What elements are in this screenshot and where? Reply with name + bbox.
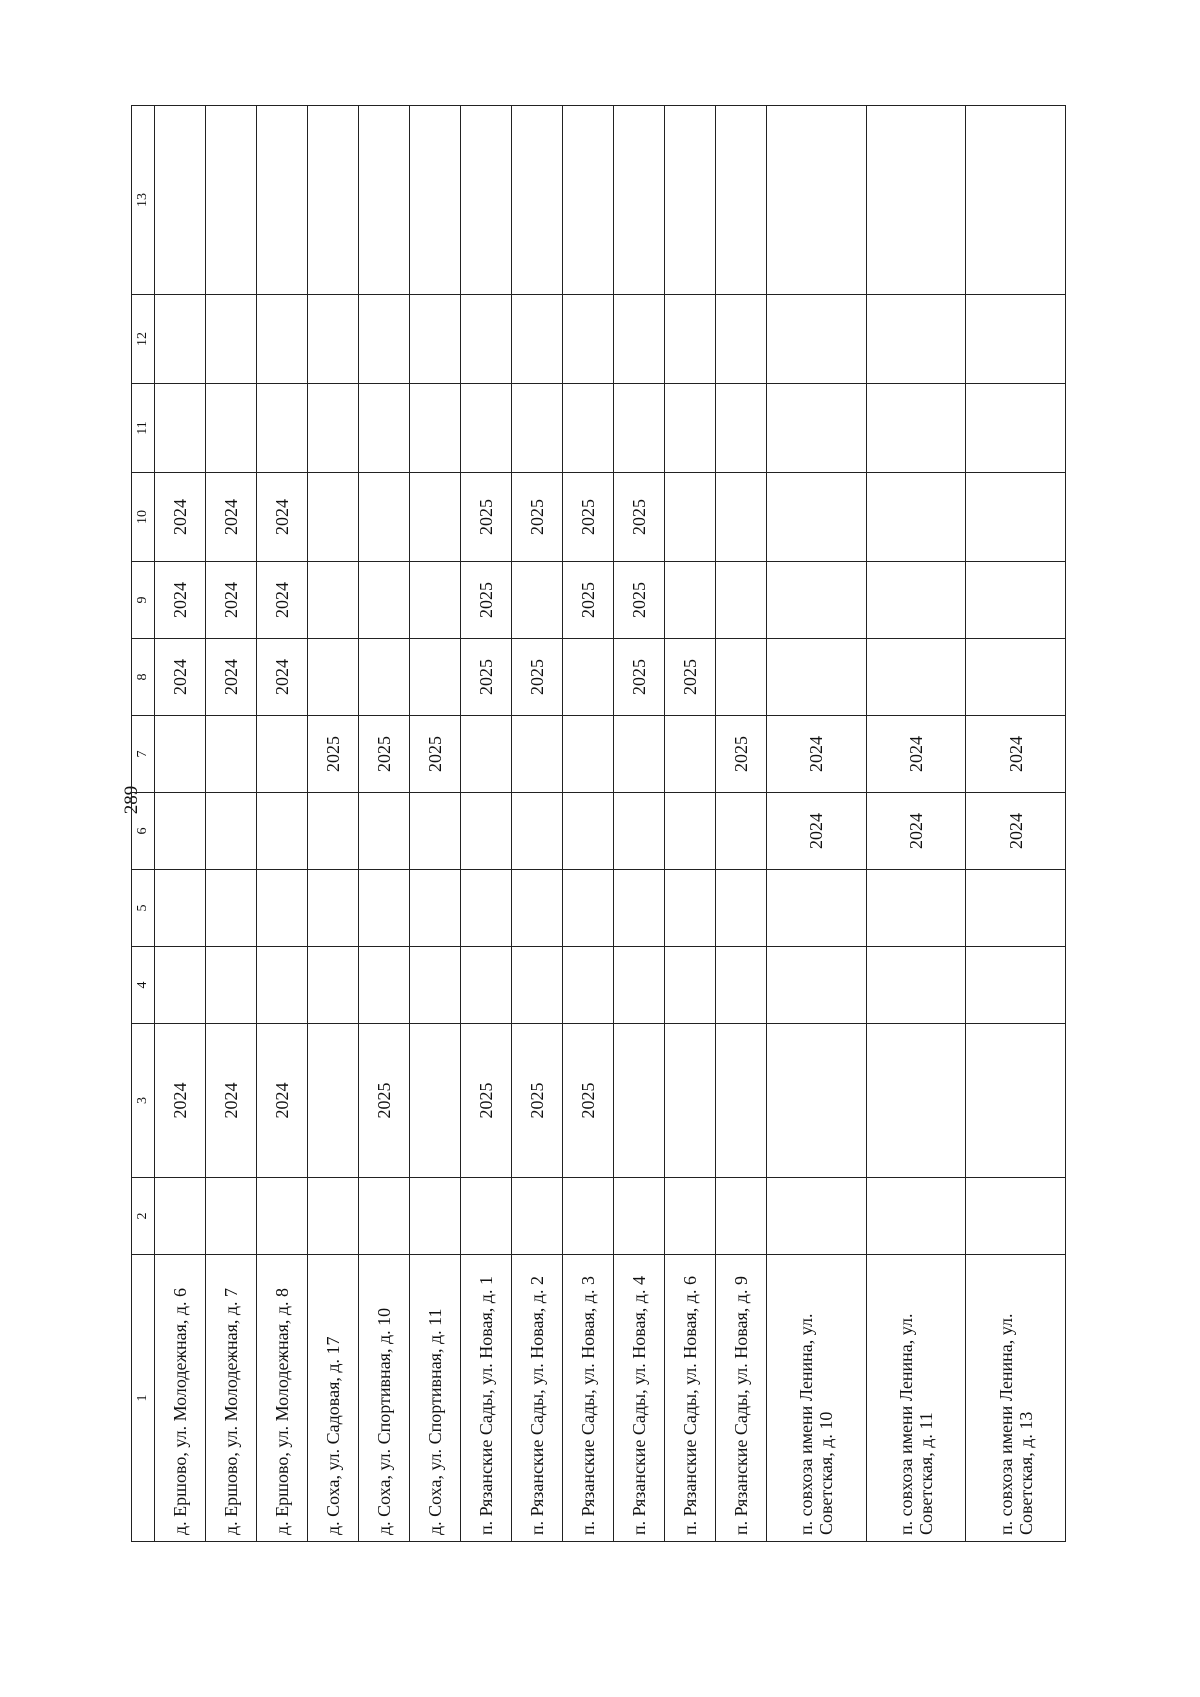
year-cell: 2025 (461, 473, 512, 562)
year-cell: 2025 (308, 716, 359, 793)
year-cell: 2024 (206, 473, 257, 562)
year-cell: 2025 (614, 639, 665, 716)
year-cell: 2025 (512, 473, 563, 562)
year-cell (866, 384, 966, 473)
year-cell (866, 106, 966, 295)
year-cell (512, 870, 563, 947)
table-row (359, 106, 410, 1542)
address-cell: д. Ершово, ул. Молодежная, д. 6 (155, 1255, 206, 1542)
year-cell: 2025 (461, 562, 512, 639)
year-cell (359, 384, 410, 473)
year-cell (257, 1178, 308, 1255)
year-cell: 2025 (614, 473, 665, 562)
year-cell: 2024 (257, 639, 308, 716)
address-cell: п. Рязанские Сады, ул. Новая, д. 2 (512, 1255, 563, 1542)
year-cell (257, 295, 308, 384)
year-cell (410, 1178, 461, 1255)
year-cell (206, 716, 257, 793)
year-cell (866, 295, 966, 384)
column-header-6: 6 (132, 793, 155, 870)
year-cell (716, 793, 767, 870)
address-cell: п. Рязанские Сады, ул. Новая, д. 6 (665, 1255, 716, 1542)
year-cell (966, 1024, 1066, 1178)
year-cell: 2024 (206, 639, 257, 716)
year-cell (206, 295, 257, 384)
year-cell: 2025 (563, 473, 614, 562)
year-cell (461, 947, 512, 1024)
year-cell (966, 562, 1066, 639)
year-cell (614, 384, 665, 473)
year-cell (665, 295, 716, 384)
year-cell (206, 870, 257, 947)
year-cell (257, 106, 308, 295)
year-cell (308, 1024, 359, 1178)
year-cell: 2024 (155, 1024, 206, 1178)
year-cell (866, 473, 966, 562)
year-cell (512, 106, 563, 295)
table-row (563, 106, 614, 1542)
year-cell (257, 947, 308, 1024)
year-cell (614, 1024, 665, 1178)
year-cell: 2025 (359, 716, 410, 793)
year-cell (563, 947, 614, 1024)
year-cell (155, 295, 206, 384)
year-cell (206, 384, 257, 473)
year-cell: 2024 (767, 793, 867, 870)
year-cell (614, 870, 665, 947)
year-cell (716, 562, 767, 639)
page-number: 289 (121, 785, 142, 815)
address-cell: п. Рязанские Сады, ул. Новая, д. 9 (716, 1255, 767, 1542)
column-header-3: 3 (132, 1024, 155, 1178)
year-cell (257, 870, 308, 947)
schedule-table (131, 105, 1066, 1542)
year-cell (716, 295, 767, 384)
year-cell (257, 716, 308, 793)
year-cell (665, 716, 716, 793)
year-cell (563, 1178, 614, 1255)
year-cell (308, 793, 359, 870)
column-header-12: 12 (132, 295, 155, 384)
year-cell (716, 1178, 767, 1255)
year-cell (716, 639, 767, 716)
year-cell (461, 793, 512, 870)
year-cell (359, 473, 410, 562)
table-row (206, 106, 257, 1542)
year-cell (966, 384, 1066, 473)
column-header-5: 5 (132, 870, 155, 947)
year-cell (563, 870, 614, 947)
year-cell (966, 106, 1066, 295)
year-cell (410, 639, 461, 716)
table-row (716, 106, 767, 1542)
year-cell: 2025 (410, 716, 461, 793)
column-header-10: 10 (132, 473, 155, 562)
year-cell (866, 1024, 966, 1178)
table-row (966, 106, 1066, 1542)
year-cell (767, 295, 867, 384)
year-cell (866, 639, 966, 716)
year-cell (716, 106, 767, 295)
column-header-13: 13 (132, 106, 155, 295)
year-cell (767, 639, 867, 716)
year-cell: 2024 (206, 562, 257, 639)
year-cell (410, 1024, 461, 1178)
year-cell (155, 106, 206, 295)
year-cell (461, 384, 512, 473)
header-row (132, 106, 155, 1542)
year-cell (512, 384, 563, 473)
year-cell (359, 793, 410, 870)
address-cell: п. Рязанские Сады, ул. Новая, д. 4 (614, 1255, 665, 1542)
year-cell (563, 639, 614, 716)
year-cell: 2025 (461, 639, 512, 716)
year-cell (461, 106, 512, 295)
year-cell (308, 562, 359, 639)
table-row (155, 106, 206, 1542)
year-cell (512, 1178, 563, 1255)
year-cell (308, 1178, 359, 1255)
year-cell (155, 1178, 206, 1255)
year-cell (866, 1178, 966, 1255)
year-cell (665, 106, 716, 295)
year-cell: 2024 (155, 639, 206, 716)
year-cell (614, 947, 665, 1024)
year-cell (308, 947, 359, 1024)
year-cell (155, 716, 206, 793)
year-cell (512, 295, 563, 384)
year-cell (767, 870, 867, 947)
year-cell: 2024 (257, 562, 308, 639)
schedule-table-container (131, 126, 1066, 1542)
table-body (155, 106, 1066, 1542)
table-row (767, 106, 867, 1542)
year-cell (665, 870, 716, 947)
year-cell: 2024 (866, 716, 966, 793)
year-cell (512, 793, 563, 870)
table-row (665, 106, 716, 1542)
year-cell (410, 947, 461, 1024)
year-cell (308, 106, 359, 295)
year-cell (359, 870, 410, 947)
year-cell (512, 716, 563, 793)
year-cell (410, 295, 461, 384)
year-cell (665, 947, 716, 1024)
column-header-7: 7 (132, 716, 155, 793)
year-cell: 2024 (966, 716, 1066, 793)
year-cell (257, 793, 308, 870)
year-cell (767, 106, 867, 295)
year-cell (206, 1178, 257, 1255)
table-row (512, 106, 563, 1542)
year-cell (966, 870, 1066, 947)
year-cell (767, 1024, 867, 1178)
year-cell (410, 473, 461, 562)
year-cell (614, 716, 665, 793)
year-cell (767, 384, 867, 473)
year-cell (767, 473, 867, 562)
year-cell (563, 106, 614, 295)
year-cell (866, 870, 966, 947)
year-cell (614, 295, 665, 384)
year-cell: 2025 (563, 1024, 614, 1178)
table-row (866, 106, 966, 1542)
year-cell (308, 384, 359, 473)
address-cell: д. Ершово, ул. Молодежная, д. 7 (206, 1255, 257, 1542)
year-cell (966, 947, 1066, 1024)
year-cell (767, 947, 867, 1024)
address-cell: п. Рязанские Сады, ул. Новая, д. 1 (461, 1255, 512, 1542)
year-cell (866, 562, 966, 639)
year-cell (665, 384, 716, 473)
year-cell (563, 716, 614, 793)
year-cell (308, 473, 359, 562)
year-cell (155, 947, 206, 1024)
address-cell: п. совхоза имени Ленина, ул. Советская, д. 11 (866, 1255, 966, 1542)
year-cell (563, 295, 614, 384)
year-cell (410, 870, 461, 947)
year-cell (206, 106, 257, 295)
year-cell (966, 639, 1066, 716)
year-cell (966, 295, 1066, 384)
year-cell (966, 473, 1066, 562)
table-row (410, 106, 461, 1542)
year-cell (359, 1178, 410, 1255)
year-cell (461, 870, 512, 947)
year-cell (410, 106, 461, 295)
year-cell (665, 793, 716, 870)
year-cell (512, 947, 563, 1024)
year-cell (512, 562, 563, 639)
year-cell: 2025 (359, 1024, 410, 1178)
table-row (257, 106, 308, 1542)
year-cell (359, 562, 410, 639)
year-cell (767, 1178, 867, 1255)
year-cell (410, 562, 461, 639)
year-cell (614, 1178, 665, 1255)
year-cell: 2024 (155, 562, 206, 639)
address-cell: д. Ершово, ул. Молодежная, д. 8 (257, 1255, 308, 1542)
year-cell (614, 793, 665, 870)
year-cell (767, 562, 867, 639)
year-cell (716, 473, 767, 562)
year-cell (410, 384, 461, 473)
year-cell (665, 1178, 716, 1255)
year-cell: 2024 (206, 1024, 257, 1178)
year-cell (716, 384, 767, 473)
year-cell: 2024 (155, 473, 206, 562)
address-cell: п. Рязанские Сады, ул. Новая, д. 3 (563, 1255, 614, 1542)
column-header-11: 11 (132, 384, 155, 473)
year-cell (563, 793, 614, 870)
year-cell (155, 384, 206, 473)
table-row (614, 106, 665, 1542)
year-cell (359, 106, 410, 295)
year-cell (206, 793, 257, 870)
year-cell (665, 1024, 716, 1178)
year-cell (308, 295, 359, 384)
table-row (461, 106, 512, 1542)
year-cell (716, 1024, 767, 1178)
year-cell (563, 384, 614, 473)
year-cell: 2025 (614, 562, 665, 639)
address-cell: д. Соха, ул. Спортивная, д. 10 (359, 1255, 410, 1542)
year-cell (614, 106, 665, 295)
year-cell (716, 947, 767, 1024)
year-cell (866, 947, 966, 1024)
year-cell (359, 639, 410, 716)
year-cell (410, 793, 461, 870)
year-cell: 2025 (716, 716, 767, 793)
year-cell: 2024 (966, 793, 1066, 870)
year-cell: 2025 (563, 562, 614, 639)
year-cell (665, 562, 716, 639)
year-cell (308, 639, 359, 716)
address-cell: д. Соха, ул. Спортивная, д. 11 (410, 1255, 461, 1542)
table-row (308, 106, 359, 1542)
column-header-2: 2 (132, 1178, 155, 1255)
year-cell (966, 1178, 1066, 1255)
address-cell: п. совхоза имени Ленина, ул. Советская, д. 10 (767, 1255, 867, 1542)
year-cell (206, 947, 257, 1024)
year-cell (461, 716, 512, 793)
address-cell: д. Соха, ул. Садовая, д. 17 (308, 1255, 359, 1542)
column-header-1: 1 (132, 1255, 155, 1542)
year-cell (155, 793, 206, 870)
year-cell (359, 947, 410, 1024)
year-cell: 2024 (767, 716, 867, 793)
year-cell (461, 295, 512, 384)
column-header-8: 8 (132, 639, 155, 716)
year-cell (155, 870, 206, 947)
year-cell: 2024 (866, 793, 966, 870)
address-cell: п. совхоза имени Ленина, ул. Советская, д. 13 (966, 1255, 1066, 1542)
year-cell: 2025 (512, 1024, 563, 1178)
year-cell: 2024 (257, 1024, 308, 1178)
year-cell (665, 473, 716, 562)
year-cell: 2024 (257, 473, 308, 562)
year-cell (308, 870, 359, 947)
year-cell (461, 1178, 512, 1255)
year-cell: 2025 (512, 639, 563, 716)
year-cell: 2025 (665, 639, 716, 716)
column-header-4: 4 (132, 947, 155, 1024)
year-cell: 2025 (461, 1024, 512, 1178)
year-cell (359, 295, 410, 384)
year-cell (716, 870, 767, 947)
year-cell (257, 384, 308, 473)
column-header-9: 9 (132, 562, 155, 639)
